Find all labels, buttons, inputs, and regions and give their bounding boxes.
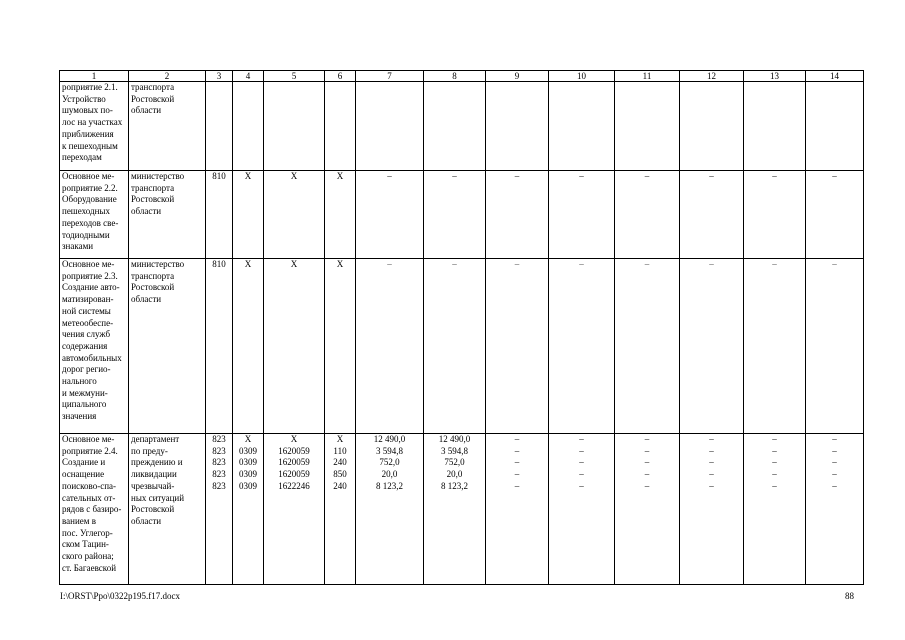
activity-name-cell: Основное ме- роприятие 2.4. Создание и оснащение поисково-спа- сательных от- рядов с базиро- ванием в пос. Углегор- ском Тацин- ского района; ст. Багаевской <box>60 434 129 585</box>
value-cell <box>486 82 549 171</box>
page-number: 88 <box>845 591 854 601</box>
value-cell: – – – – – <box>680 434 744 585</box>
col-header: 5 <box>264 71 325 82</box>
value-cell: – <box>744 259 806 434</box>
value-cell <box>806 82 864 171</box>
value-cell <box>744 82 806 171</box>
value-cell: – <box>549 259 615 434</box>
col-header: 2 <box>129 71 206 82</box>
col-header: 13 <box>744 71 806 82</box>
executor-cell: транспорта Ростовской области <box>129 82 206 171</box>
value-cell <box>549 82 615 171</box>
vr-cell <box>325 82 356 171</box>
value-cell: – <box>356 171 424 259</box>
csr-cell <box>264 82 325 171</box>
col-header: 4 <box>233 71 264 82</box>
value-cell: – <box>424 171 486 259</box>
value-cell: – <box>806 171 864 259</box>
value-cell: – <box>806 259 864 434</box>
col-header: 14 <box>806 71 864 82</box>
value-cell: – – – – – <box>806 434 864 585</box>
col-header: 9 <box>486 71 549 82</box>
csr-cell: X 1620059 1620059 1620059 1622246 <box>264 434 325 585</box>
value-cell: – – – – – <box>549 434 615 585</box>
value-cell <box>615 82 680 171</box>
value-cell <box>424 82 486 171</box>
value-cell: – <box>486 171 549 259</box>
table-row <box>60 259 864 434</box>
csr-cell: X <box>264 171 325 259</box>
value-cell: – <box>549 171 615 259</box>
executor-cell: министерство транспорта Ростовской области <box>129 259 206 434</box>
table-row <box>60 82 864 171</box>
col-header: 1 <box>60 71 129 82</box>
grbs-cell: 810 <box>206 171 233 259</box>
value-cell: – <box>680 259 744 434</box>
grbs-cell: 823 823 823 823 823 <box>206 434 233 585</box>
activity-name-cell: Основное ме- роприятие 2.2. Оборудование пешеходных переходов све- тодиодными знаками <box>60 171 129 259</box>
value-cell: – <box>680 171 744 259</box>
col-header: 11 <box>615 71 680 82</box>
rzpr-cell: X 0309 0309 0309 0309 <box>233 434 264 585</box>
rzpr-cell: X <box>233 171 264 259</box>
vr-cell: X <box>325 171 356 259</box>
table-row <box>60 434 864 585</box>
col-header: 3 <box>206 71 233 82</box>
value-cell: 12 490,0 3 594,8 752,0 20,0 8 123,2 <box>356 434 424 585</box>
col-header: 10 <box>549 71 615 82</box>
column-number-header-row <box>60 71 864 82</box>
activity-name-cell: роприятие 2.1. Устройство шумовых по- лос на участках приближения к пешеходным переходам <box>60 82 129 171</box>
value-cell: 12 490,0 3 594,8 752,0 20,0 8 123,2 <box>424 434 486 585</box>
value-cell: – <box>424 259 486 434</box>
value-cell: – <box>744 171 806 259</box>
value-cell: – – – – – <box>615 434 680 585</box>
col-header: 12 <box>680 71 744 82</box>
table-row <box>60 171 864 259</box>
vr-cell: X <box>325 259 356 434</box>
executor-cell: министерство транспорта Ростовской области <box>129 171 206 259</box>
value-cell: – <box>486 259 549 434</box>
col-header: 6 <box>325 71 356 82</box>
activity-name-cell: Основное ме- роприятие 2.3. Создание авто- матизирован- ной системы метеообеспе- чения служб содержания автомобильных дорог регио- нального и межмуни- ципального значения <box>60 259 129 434</box>
grbs-cell: 810 <box>206 259 233 434</box>
col-header: 8 <box>424 71 486 82</box>
value-cell: – – – – – <box>744 434 806 585</box>
file-path-footer: I:\ORST\Ppo\0322p195.f17.docx <box>60 591 181 601</box>
executor-cell: департамент по преду- преждению и ликвидации чрезвычай- ных ситуаций Ростовской области <box>129 434 206 585</box>
csr-cell: X <box>264 259 325 434</box>
value-cell <box>356 82 424 171</box>
value-cell: – <box>615 259 680 434</box>
value-cell <box>680 82 744 171</box>
rzpr-cell <box>233 82 264 171</box>
value-cell: – <box>356 259 424 434</box>
vr-cell: X 110 240 850 240 <box>325 434 356 585</box>
rzpr-cell: X <box>233 259 264 434</box>
value-cell: – <box>615 171 680 259</box>
grbs-cell <box>206 82 233 171</box>
value-cell: – – – – – <box>486 434 549 585</box>
col-header: 7 <box>356 71 424 82</box>
budget-table <box>59 70 864 585</box>
